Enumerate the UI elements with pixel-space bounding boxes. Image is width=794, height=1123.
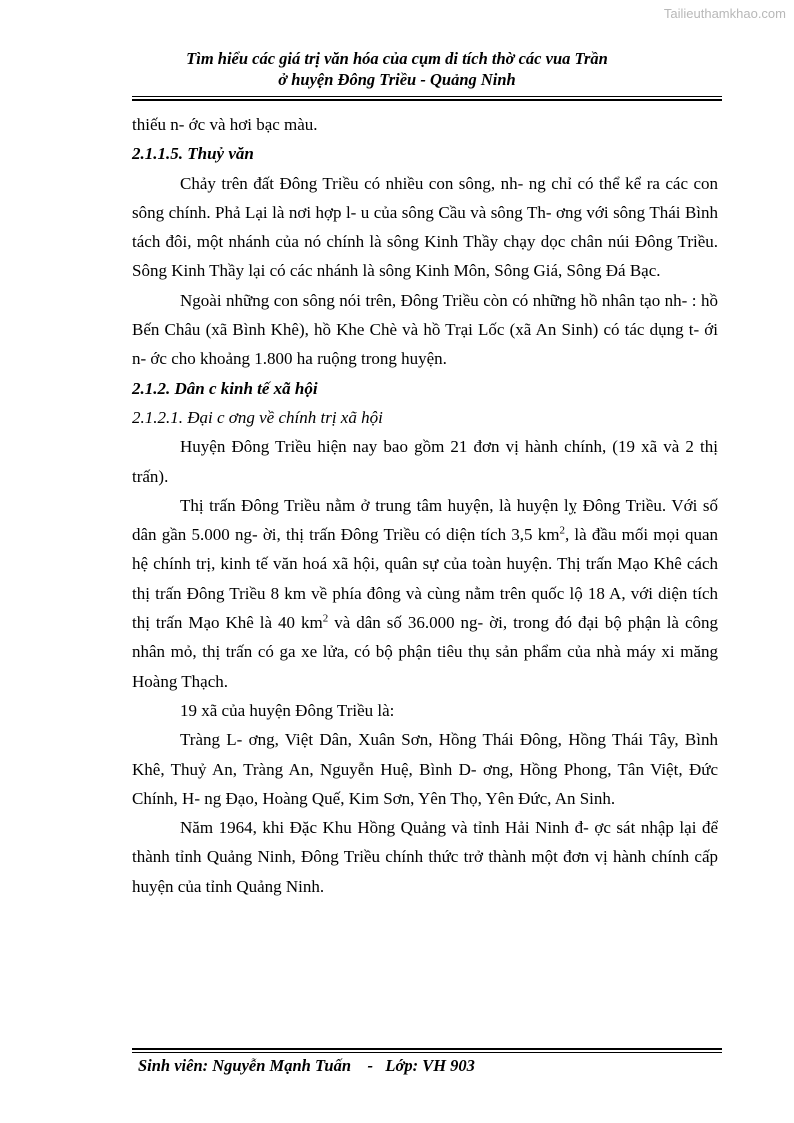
paragraph-administrative-units: Huyện Đông Triều hiện nay bao gồm 21 đơn vị hành chính, (19 xã và 2 thị trấn). bbox=[132, 437, 718, 486]
header-rule-thick bbox=[132, 99, 722, 101]
paragraph-communes-list: Tràng L- ơng, Việt Dân, Xuân Sơn, Hồng Thái Đông, Hồng Thái Tây, Bình Khê, Thuỷ An, Tràng An, Nguyễn Huệ, Bình D- ơng, Hồng Phong, Tân Việt, Đức Chính, H- ng Đạo, Hoàng Quế, Kim Sơn, Yên Thọ, Yên Đức, An Sinh. bbox=[132, 730, 718, 808]
running-footer: Sinh viên: Nguyễn Mạnh Tuấn - Lớp: VH 903 bbox=[138, 1056, 475, 1075]
watermark-text: Tailieuthamkhao.com bbox=[663, 6, 786, 21]
paragraph-continuation: thiếu n- ớc và hơi bạc màu. bbox=[132, 115, 318, 134]
section-heading-thuy-van: 2.1.1.5. Thuỷ văn bbox=[132, 144, 254, 164]
towns-text-a: Thị trấn Đông Triều nằm ở trung tâm huyện, là huyện lỵ Đông Triều. Với số dân gần 5.000 ng- ời, thị trấn Đông Triều có diện tích 3,5 km bbox=[132, 495, 718, 545]
paragraph-1964: Năm 1964, khi Đặc Khu Hồng Quảng và tỉnh Hải Ninh đ- ợc sát nhập lại để thành tỉnh Quảng Ninh, Đông Triều chính thức trở thành một đơn vị hành chính cấp huyện của tỉnh Quảng Ninh. bbox=[132, 818, 718, 896]
page-body bbox=[132, 110, 718, 901]
subsection-heading-chinh-tri: 2.1.2.1. Đại c ơng về chính trị xã hội bbox=[132, 407, 383, 427]
header-title-line-1: Tìm hiểu các giá trị văn hóa của cụm di tích thờ các vua Trần bbox=[186, 49, 608, 68]
superscript-2-b: 2 bbox=[322, 612, 329, 625]
paragraph-rivers: Chảy trên đất Đông Triều có nhiều con sông, nh- ng chỉ có thể kể ra các con sông chính. Phả Lại là nơi hợp l- u của sông Cầu và sông Th- ơng với sông Thái Bình tách đôi, một nhánh của nó chính là sông Kinh Thầy chạy dọc chân núi Đông Triều. Sông Kinh Thầy lại có các nhánh là sông Kinh Môn, Sông Giá, Sông Đá Bạc. bbox=[132, 173, 718, 281]
paragraph-communes-intro: 19 xã của huyện Đông Triều là: bbox=[180, 700, 395, 720]
paragraph-towns bbox=[132, 491, 718, 696]
towns-text-b: , là đầu mối mọi quan hệ chính trị, kinh tế văn hoá xã hội, quân sự của toàn huyện. Thị trấn Mạo Khê cách thị trấn Đông Triều 8 km về phía đông và cùng nằm trên quốc lộ 18 A, với diện tích thị trấn Mạo Khê là 40 km bbox=[132, 525, 718, 633]
paragraph-lakes: Ngoài những con sông nói trên, Đông Triều còn có những hồ nhân tạo nh- : hồ Bến Châu (xã Bình Khê), hồ Khe Chè và hồ Trại Lốc (xã An Sinh) có tác dụng t- ới n- ớc cho khoảng 1.800 ha ruộng trong huyện. bbox=[132, 290, 718, 369]
footer-rule bbox=[132, 1052, 722, 1053]
header-title-line-2: ở huyện Đông Triều - Quảng Ninh bbox=[278, 70, 516, 89]
superscript-2: 2 bbox=[559, 524, 565, 537]
footer-rule-thick bbox=[132, 1048, 722, 1050]
towns-text-c: và dân số 36.000 ng- ời, trong đó đại bộ phận là công nhân mỏ, thị trấn có ga xe lửa, có bộ phận tiêu thụ sản phẩm của nhà máy xi măng Hoàng Thạch. bbox=[132, 613, 719, 691]
section-heading-dan-cu: 2.1.2. Dân c kinh tế xã hội bbox=[132, 378, 318, 398]
running-header bbox=[0, 48, 794, 90]
header-rule bbox=[132, 96, 722, 97]
